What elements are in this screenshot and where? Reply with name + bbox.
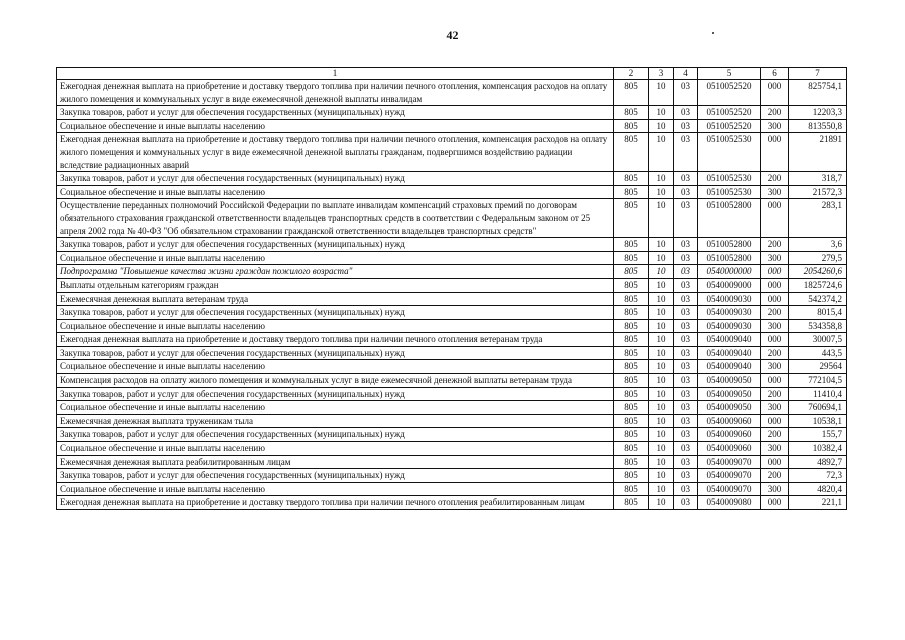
target-article-cell: 0540009070 (698, 482, 761, 496)
target-article-cell: 0510052520 (698, 119, 761, 133)
table-row (57, 333, 847, 347)
code-cell: 805 (614, 172, 649, 186)
table-row (57, 278, 847, 292)
item-name-cell: Ежемесячная денежная выплата ветеранам труда (57, 292, 614, 306)
subsection-cell: 03 (674, 319, 698, 333)
item-name-cell: Закупка товаров, работ и услуг для обеспечения государственных (муниципальных) нужд (57, 106, 614, 120)
item-name-cell: Закупка товаров, работ и услуг для обеспечения государственных (муниципальных) нужд (57, 238, 614, 252)
table-row (57, 106, 847, 120)
subsection-cell: 03 (674, 199, 698, 238)
expense-type-cell: 200 (761, 387, 789, 401)
expense-type-cell: 300 (761, 482, 789, 496)
amount-cell: 283,1 (789, 199, 847, 238)
amount-cell: 8015,4 (789, 306, 847, 320)
table-row (57, 292, 847, 306)
target-article-cell: 0510052520 (698, 106, 761, 120)
section-cell: 10 (649, 428, 674, 442)
section-cell: 10 (649, 199, 674, 238)
amount-cell: 11410,4 (789, 387, 847, 401)
code-cell: 805 (614, 133, 649, 172)
code-cell: 805 (614, 333, 649, 347)
code-cell: 805 (614, 80, 649, 106)
code-cell: 805 (614, 428, 649, 442)
item-name-cell: Закупка товаров, работ и услуг для обеспечения государственных (муниципальных) нужд (57, 387, 614, 401)
amount-cell: 221,1 (789, 496, 847, 510)
code-cell: 805 (614, 401, 649, 415)
item-name-cell: Подпрограмма "Повышение качества жизни граждан пожилого возраста" (57, 265, 614, 279)
amount-cell: 542374,2 (789, 292, 847, 306)
target-article-cell: 0540009040 (698, 360, 761, 374)
subsection-cell: 03 (674, 292, 698, 306)
amount-cell: 10538,1 (789, 414, 847, 428)
amount-cell: 155,7 (789, 428, 847, 442)
code-cell: 805 (614, 106, 649, 120)
expense-type-cell: 000 (761, 374, 789, 388)
expense-type-cell: 300 (761, 119, 789, 133)
code-cell: 805 (614, 199, 649, 238)
expense-type-cell: 200 (761, 428, 789, 442)
target-article-cell: 0540009040 (698, 346, 761, 360)
code-cell: 805 (614, 119, 649, 133)
target-article-cell: 0510052520 (698, 80, 761, 106)
code-cell: 805 (614, 306, 649, 320)
table-row (57, 428, 847, 442)
table-row (57, 482, 847, 496)
expense-type-cell: 200 (761, 469, 789, 483)
amount-cell: 10382,4 (789, 442, 847, 456)
code-cell: 805 (614, 496, 649, 510)
subsection-cell: 03 (674, 306, 698, 320)
page-number: 42 (446, 28, 459, 42)
column-header: 7 (789, 68, 847, 80)
target-article-cell: 0540009060 (698, 442, 761, 456)
amount-cell: 4820,4 (789, 482, 847, 496)
table-row (57, 133, 847, 172)
amount-cell: 4892,7 (789, 455, 847, 469)
subsection-cell: 03 (674, 482, 698, 496)
expense-type-cell: 300 (761, 442, 789, 456)
budget-table (56, 67, 847, 510)
amount-cell: 21891 (789, 133, 847, 172)
code-cell: 805 (614, 387, 649, 401)
table-row (57, 360, 847, 374)
expense-type-cell: 000 (761, 292, 789, 306)
section-cell: 10 (649, 374, 674, 388)
table-row (57, 199, 847, 238)
amount-cell: 1825724,6 (789, 278, 847, 292)
target-article-cell: 0540009050 (698, 374, 761, 388)
table-row (57, 319, 847, 333)
item-name-cell: Ежемесячная денежная выплата реабилитированным лицам (57, 455, 614, 469)
target-article-cell: 0540009070 (698, 455, 761, 469)
expense-type-cell: 200 (761, 346, 789, 360)
item-name-cell: Закупка товаров, работ и услуг для обеспечения государственных (муниципальных) нужд (57, 469, 614, 483)
section-cell: 10 (649, 346, 674, 360)
expense-type-cell: 300 (761, 319, 789, 333)
header-row (57, 68, 847, 80)
subsection-cell: 03 (674, 185, 698, 199)
amount-cell: 534358,8 (789, 319, 847, 333)
table-row (57, 387, 847, 401)
item-name-cell: Социальное обеспечение и иные выплаты населению (57, 251, 614, 265)
item-name-cell: Социальное обеспечение и иные выплаты населению (57, 401, 614, 415)
amount-cell: 318,7 (789, 172, 847, 186)
section-cell: 10 (649, 133, 674, 172)
amount-cell: 12203,3 (789, 106, 847, 120)
subsection-cell: 03 (674, 469, 698, 483)
section-cell: 10 (649, 238, 674, 252)
table-row (57, 251, 847, 265)
subsection-cell: 03 (674, 496, 698, 510)
item-name-cell: Закупка товаров, работ и услуг для обеспечения государственных (муниципальных) нужд (57, 346, 614, 360)
expense-type-cell: 000 (761, 265, 789, 279)
expense-type-cell: 000 (761, 199, 789, 238)
expense-type-cell: 000 (761, 414, 789, 428)
subsection-cell: 03 (674, 428, 698, 442)
target-article-cell: 0510052530 (698, 185, 761, 199)
column-header: 2 (614, 68, 649, 80)
column-header: 3 (649, 68, 674, 80)
table-row (57, 238, 847, 252)
item-name-cell: Закупка товаров, работ и услуг для обеспечения государственных (муниципальных) нужд (57, 172, 614, 186)
section-cell: 10 (649, 333, 674, 347)
amount-cell: 30007,5 (789, 333, 847, 347)
expense-type-cell: 300 (761, 251, 789, 265)
section-cell: 10 (649, 306, 674, 320)
table-row (57, 374, 847, 388)
section-cell: 10 (649, 292, 674, 306)
scan-speck (712, 32, 714, 34)
code-cell: 805 (614, 482, 649, 496)
section-cell: 10 (649, 172, 674, 186)
section-cell: 10 (649, 387, 674, 401)
section-cell: 10 (649, 119, 674, 133)
section-cell: 10 (649, 278, 674, 292)
target-article-cell: 0540009050 (698, 387, 761, 401)
item-name-cell: Социальное обеспечение и иные выплаты населению (57, 119, 614, 133)
table-row (57, 346, 847, 360)
target-article-cell: 0510052800 (698, 238, 761, 252)
target-article-cell: 0540009030 (698, 306, 761, 320)
item-name-cell: Социальное обеспечение и иные выплаты населению (57, 360, 614, 374)
table-row (57, 442, 847, 456)
section-cell: 10 (649, 360, 674, 374)
section-cell: 10 (649, 442, 674, 456)
code-cell: 805 (614, 265, 649, 279)
code-cell: 805 (614, 469, 649, 483)
section-cell: 10 (649, 455, 674, 469)
target-article-cell: 0540009000 (698, 278, 761, 292)
subsection-cell: 03 (674, 360, 698, 374)
table-row (57, 119, 847, 133)
expense-type-cell: 000 (761, 455, 789, 469)
target-article-cell: 0510052530 (698, 172, 761, 186)
section-cell: 10 (649, 482, 674, 496)
column-header: 6 (761, 68, 789, 80)
item-name-cell: Закупка товаров, работ и услуг для обеспечения государственных (муниципальных) нужд (57, 306, 614, 320)
expense-type-cell: 200 (761, 238, 789, 252)
subsection-cell: 03 (674, 119, 698, 133)
subsection-cell: 03 (674, 106, 698, 120)
expense-type-cell: 300 (761, 185, 789, 199)
table-row (57, 80, 847, 106)
amount-cell: 21572,3 (789, 185, 847, 199)
expense-type-cell: 300 (761, 360, 789, 374)
item-name-cell: Социальное обеспечение и иные выплаты населению (57, 482, 614, 496)
code-cell: 805 (614, 414, 649, 428)
code-cell: 805 (614, 455, 649, 469)
amount-cell: 443,5 (789, 346, 847, 360)
section-cell: 10 (649, 251, 674, 265)
table-row (57, 172, 847, 186)
section-cell: 10 (649, 414, 674, 428)
target-article-cell: 0510052800 (698, 251, 761, 265)
item-name-cell: Выплаты отдельным категориям граждан (57, 278, 614, 292)
target-article-cell: 0540009060 (698, 428, 761, 442)
section-cell: 10 (649, 106, 674, 120)
code-cell: 805 (614, 374, 649, 388)
section-cell: 10 (649, 496, 674, 510)
section-cell: 10 (649, 319, 674, 333)
table-row (57, 469, 847, 483)
target-article-cell: 0540009030 (698, 292, 761, 306)
subsection-cell: 03 (674, 238, 698, 252)
amount-cell: 813550,8 (789, 119, 847, 133)
code-cell: 805 (614, 346, 649, 360)
item-name-cell: Социальное обеспечение и иные выплаты населению (57, 185, 614, 199)
item-name-cell: Ежегодная денежная выплата на приобретение и доставку твердого топлива при наличии печного отопления, компенсация расходов на оплату жилого помещения и коммунальных услуг в виде ежемесячной денежной выплаты гражданам, подвергшимся воздействию радиации вследствие радиационных аварий (57, 133, 614, 172)
target-article-cell: 0540009060 (698, 414, 761, 428)
expense-type-cell: 200 (761, 306, 789, 320)
column-header: 5 (698, 68, 761, 80)
table-row (57, 265, 847, 279)
subsection-cell: 03 (674, 401, 698, 415)
subsection-cell: 03 (674, 133, 698, 172)
code-cell: 805 (614, 238, 649, 252)
amount-cell: 72,3 (789, 469, 847, 483)
amount-cell: 279,5 (789, 251, 847, 265)
expense-type-cell: 200 (761, 172, 789, 186)
item-name-cell: Ежегодная денежная выплата на приобретение и доставку твердого топлива при наличии печного отопления, компенсация расходов на оплату жилого помещения и коммунальных услуг в виде ежемесячной денежной выплаты инвалидам (57, 80, 614, 106)
code-cell: 805 (614, 185, 649, 199)
subsection-cell: 03 (674, 265, 698, 279)
target-article-cell: 0540000000 (698, 265, 761, 279)
expense-type-cell: 000 (761, 133, 789, 172)
target-article-cell: 0540009070 (698, 469, 761, 483)
item-name-cell: Ежегодная денежная выплата на приобретение и доставку твердого топлива при наличии печного отопления ветеранам труда (57, 333, 614, 347)
amount-cell: 3,6 (789, 238, 847, 252)
target-article-cell: 0540009080 (698, 496, 761, 510)
subsection-cell: 03 (674, 80, 698, 106)
code-cell: 805 (614, 319, 649, 333)
table-row (57, 455, 847, 469)
target-article-cell: 0540009050 (698, 401, 761, 415)
section-cell: 10 (649, 469, 674, 483)
column-header: 4 (674, 68, 698, 80)
expense-type-cell: 200 (761, 106, 789, 120)
table-row (57, 414, 847, 428)
item-name-cell: Осуществление переданных полномочий Российской Федерации по выплате инвалидам компенсаций страховых премий по договорам обязательного страхования гражданской ответственности владельцев транспортных средств в соответствии с Федеральным законом от 25 апреля 2002 года № 40-ФЗ "Об обязательном страховании гражданской ответственности владельцев транспортных средств" (57, 199, 614, 238)
target-article-cell: 0540009030 (698, 319, 761, 333)
expense-type-cell: 300 (761, 401, 789, 415)
amount-cell: 825754,1 (789, 80, 847, 106)
code-cell: 805 (614, 278, 649, 292)
subsection-cell: 03 (674, 278, 698, 292)
section-cell: 10 (649, 265, 674, 279)
table-row (57, 401, 847, 415)
item-name-cell: Ежегодная денежная выплата на приобретение и доставку твердого топлива при наличии печного отопления реабилитированным лицам (57, 496, 614, 510)
table-row (57, 496, 847, 510)
subsection-cell: 03 (674, 414, 698, 428)
section-cell: 10 (649, 185, 674, 199)
column-header: 1 (57, 68, 614, 80)
subsection-cell: 03 (674, 346, 698, 360)
item-name-cell: Закупка товаров, работ и услуг для обеспечения государственных (муниципальных) нужд (57, 428, 614, 442)
target-article-cell: 0510052530 (698, 133, 761, 172)
subsection-cell: 03 (674, 387, 698, 401)
expense-type-cell: 000 (761, 496, 789, 510)
code-cell: 805 (614, 292, 649, 306)
target-article-cell: 0540009040 (698, 333, 761, 347)
code-cell: 805 (614, 360, 649, 374)
expense-type-cell: 000 (761, 333, 789, 347)
subsection-cell: 03 (674, 333, 698, 347)
expense-type-cell: 000 (761, 278, 789, 292)
item-name-cell: Ежемесячная денежная выплата труженикам тыла (57, 414, 614, 428)
expense-type-cell: 000 (761, 80, 789, 106)
section-cell: 10 (649, 80, 674, 106)
subsection-cell: 03 (674, 251, 698, 265)
amount-cell: 772104,5 (789, 374, 847, 388)
target-article-cell: 0510052800 (698, 199, 761, 238)
table-row (57, 185, 847, 199)
amount-cell: 2054260,6 (789, 265, 847, 279)
item-name-cell: Социальное обеспечение и иные выплаты населению (57, 319, 614, 333)
table-row (57, 306, 847, 320)
code-cell: 805 (614, 442, 649, 456)
subsection-cell: 03 (674, 172, 698, 186)
subsection-cell: 03 (674, 442, 698, 456)
subsection-cell: 03 (674, 455, 698, 469)
code-cell: 805 (614, 251, 649, 265)
section-cell: 10 (649, 401, 674, 415)
amount-cell: 760694,1 (789, 401, 847, 415)
item-name-cell: Компенсация расходов на оплату жилого помещения и коммунальных услуг в виде ежемесячной денежной выплаты ветеранам труда (57, 374, 614, 388)
amount-cell: 29564 (789, 360, 847, 374)
item-name-cell: Социальное обеспечение и иные выплаты населению (57, 442, 614, 456)
subsection-cell: 03 (674, 374, 698, 388)
